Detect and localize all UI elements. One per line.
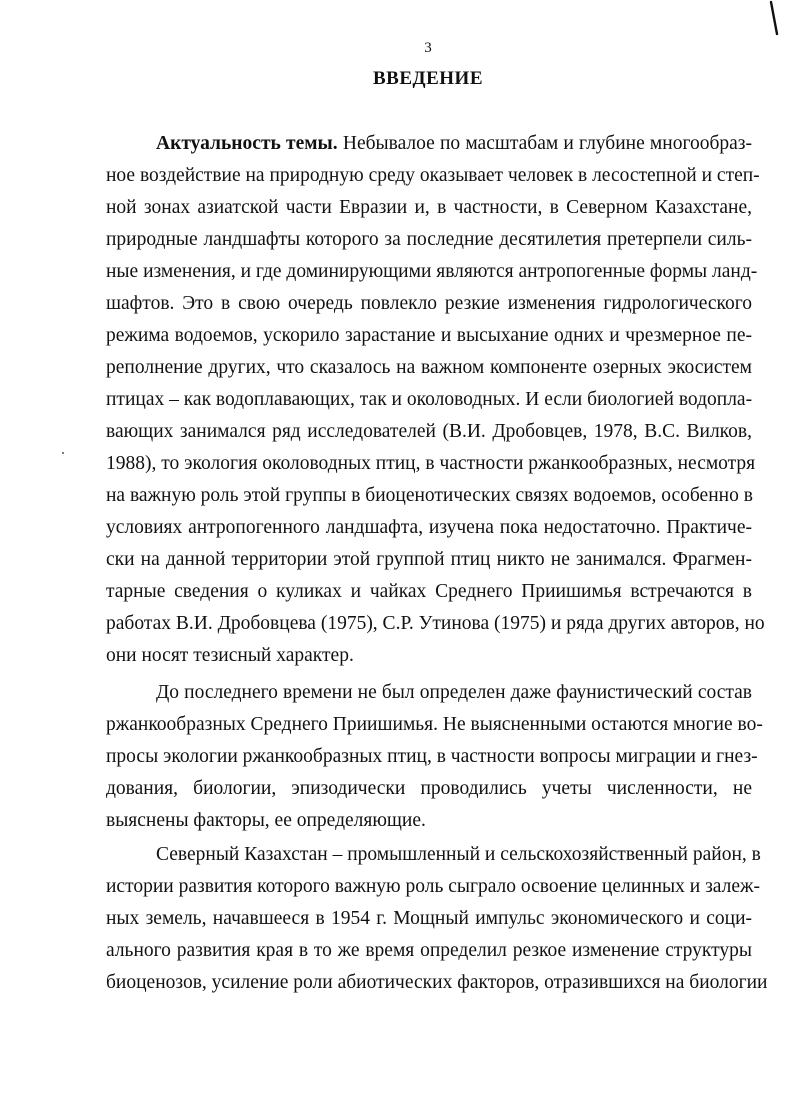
margin-pen-mark [768, 0, 788, 36]
text-line: До последнего времени не был определен даже фаунистический состав [156, 682, 752, 703]
text-line: вающих занимался ряд исследователей (В.И. Дробовцев, 1978, В.С. Вилков, [106, 421, 752, 442]
text-line: ального развития края в то же время определил резкое изменение структуры [106, 940, 752, 961]
text-line: 1988), то экология околоводных птиц, в частности ржанкообразных, несмотря [106, 453, 756, 474]
section-heading: ВВЕДЕНИЕ [373, 68, 483, 89]
stray-dot-mark [62, 452, 64, 454]
text-line: выяснены факторы, ее определяющие. [106, 810, 426, 831]
text-line: ное воздействие на природную среду оказывает человек в лесостепной и степ- [106, 165, 760, 186]
page-number: 3 [424, 40, 432, 56]
text-line: они носят тезисный характер. [106, 645, 354, 666]
text-line: тарные сведения о куликах и чайках Среднего Приишимья встречаются в [106, 581, 752, 602]
text-line: на важную роль этой группы в биоценотических связях водоемов, особенно в [106, 485, 753, 506]
topic-relevance-label: Актуальность темы. [156, 133, 338, 154]
text-line: истории развития которого важную роль сыграло освоение целинных и залеж- [106, 876, 760, 897]
text-line: шафтов. Это в свою очередь повлекло резкие изменения гидрологического [106, 293, 752, 314]
text-line: работах В.И. Дробовцева (1975), С.Р. Утинова (1975) и ряда других авторов, но [106, 613, 765, 634]
text-line: дования, биологии, эпизодически проводились учеты численности, не [106, 778, 752, 799]
text-line: Северный Казахстан – промышленный и сельскохозяйственный район, в [156, 844, 761, 865]
text-line: режима водоемов, ускорило зарастание и высыхание одних и чрезмерное пе- [106, 325, 752, 346]
text-line: реполнение других, что сказалось на важном компоненте озерных экосистем [106, 357, 752, 378]
text-line: ной зонах азиатской части Евразии и, в частности, в Северном Казахстане, [106, 197, 752, 218]
text-line: ски на данной территории этой группой птиц никто не занимался. Фрагмен- [106, 549, 752, 570]
text-line: Актуальность темы. Небывалое по масштабам и глубине многообраз- [156, 133, 752, 154]
text-line: просы экологии ржанкообразных птиц, в частности вопросы миграции и гнез- [106, 746, 758, 767]
text-line: природные ландшафты которого за последние десятилетия претерпели силь- [106, 229, 752, 250]
text-line: птицах – как водоплавающих, так и околоводных. И если биологией водопла- [106, 389, 753, 410]
text-line: ных земель, начавшееся в 1954 г. Мощный импульс экономического и соци- [106, 908, 752, 929]
text-line: ные изменения, и где доминирующими являются антропогенные формы ланд- [106, 261, 758, 282]
text-line: ржанкообразных Среднего Приишимья. Не выясненными остаются многие во- [106, 714, 763, 735]
text-line: условиях антропогенного ландшафта, изучена пока недостаточно. Практиче- [106, 517, 752, 538]
text-line: биоценозов, усиление роли абиотических факторов, отразившихся на биологии [106, 972, 768, 993]
